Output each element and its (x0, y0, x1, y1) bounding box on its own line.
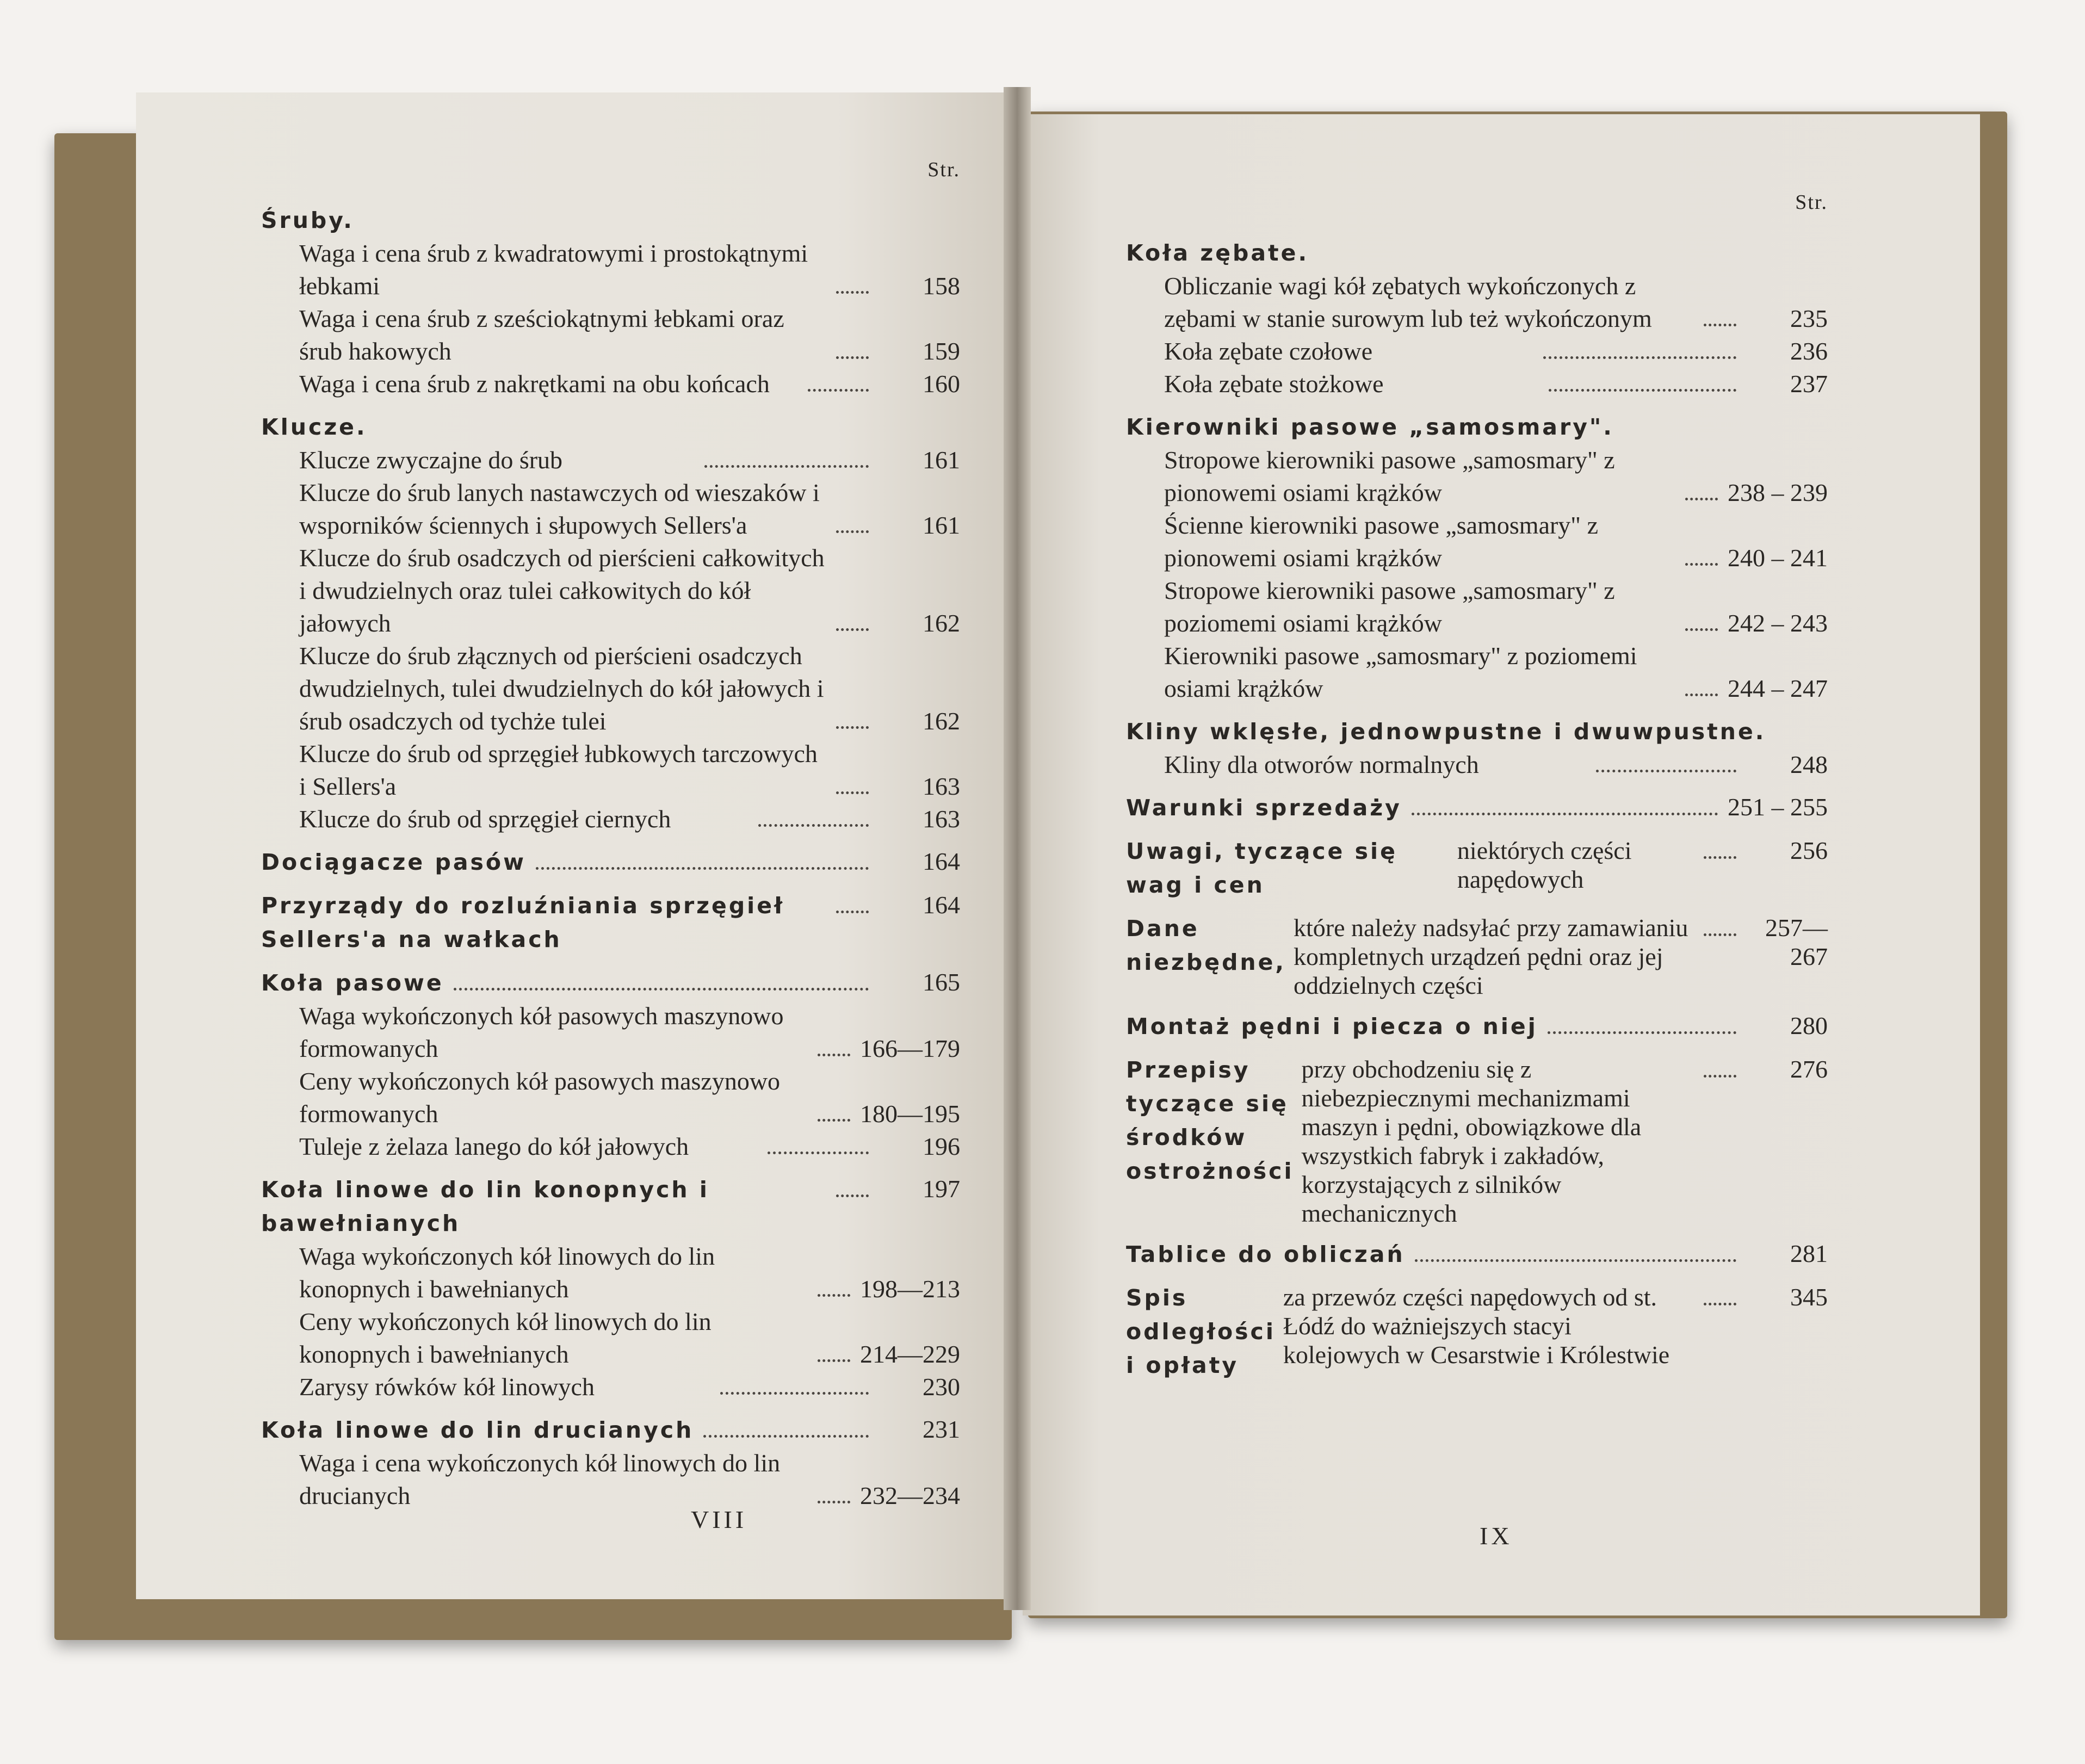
toc-section-heading-row (261, 845, 960, 879)
dot-leader (1685, 693, 1718, 696)
toc-section (261, 889, 960, 956)
toc-section (1126, 1010, 1828, 1043)
toc-page-number: 240 – 241 (1728, 544, 1828, 572)
toc-page-number: 214—229 (860, 1340, 960, 1368)
dot-leader (720, 1391, 869, 1395)
dot-leader (1704, 856, 1736, 859)
toc-entry-text: Waga wykończonych kół pasowych maszynowo formowanych (299, 1002, 784, 1062)
toc-section (1126, 912, 1828, 1000)
toc-page-number: 160 (923, 370, 961, 398)
toc-page-number: 158 (923, 272, 960, 300)
toc-entry-text: Kierowniki pasowe „samosmary" z poziomemi osiami krążków (1164, 642, 1637, 702)
toc-entry-text: Ceny wykończonych kół pasowych maszynowo formowanych (299, 1067, 781, 1128)
toc-section-heading-row (261, 203, 960, 237)
dot-leader (703, 1434, 869, 1438)
dot-leader (818, 1053, 850, 1056)
toc-entry (261, 803, 960, 835)
toc-section (1126, 236, 1828, 400)
toc-section-title: Dane niezbędne, (1126, 915, 1286, 975)
toc-section-title: Koła zębate. (1126, 240, 1309, 266)
toc-entry (1126, 509, 1828, 574)
toc-section-title: Warunki sprzedaży (1126, 795, 1402, 821)
toc-page-number: 196 (923, 1132, 961, 1160)
toc-entry (1126, 748, 1828, 781)
dot-leader (704, 465, 869, 468)
toc-page-number: 197 (923, 1175, 960, 1203)
toc-page-number: 235 (1790, 305, 1828, 332)
toc-entry (261, 368, 960, 400)
toc-entry-text: Klucze do śrub lanych nastawczych od wieszaków i wsporników ściennych i słupowych Sellers'a (299, 479, 820, 539)
toc-section (1126, 410, 1828, 705)
toc-section-heading-row (1126, 1053, 1828, 1228)
dot-leader (1685, 562, 1718, 566)
toc-page-number: 198—213 (860, 1275, 960, 1303)
toc-page-number: 248 (1790, 751, 1828, 778)
toc-section (261, 410, 960, 835)
toc-page-number: 232—234 (860, 1482, 960, 1509)
toc-entry (1126, 335, 1828, 368)
toc-list-left (261, 203, 960, 1512)
toc-entry (261, 1240, 960, 1305)
toc-section-heading-row (261, 966, 960, 1000)
toc-entry (261, 476, 960, 542)
dot-leader (1704, 1302, 1736, 1305)
toc-section (261, 203, 960, 400)
toc-section-title: Przepisy tyczące się środków ostrożności (1126, 1057, 1294, 1184)
dot-leader (1596, 769, 1736, 772)
left-page (136, 92, 1012, 1599)
toc-page-number: 230 (923, 1373, 961, 1401)
dot-leader (836, 726, 869, 729)
toc-section-heading-row (261, 1413, 960, 1447)
dot-leader (836, 628, 869, 631)
toc-entry-text: Koła zębate stożkowe (1164, 370, 1384, 398)
toc-entry (1126, 270, 1828, 335)
dot-leader (758, 824, 869, 827)
toc-entry (261, 1371, 960, 1403)
toc-page-number: 164 (923, 847, 960, 875)
toc-section-title: Kierowniki pasowe „samosmary". (1126, 414, 1614, 440)
toc-section (1126, 715, 1828, 781)
toc-page-number: 276 (1790, 1055, 1828, 1083)
toc-section-subtitle: które należy nadsyłać przy zamawianiu kompletnych urządzeń pędni oraz jej oddzielnych części (1293, 914, 1688, 999)
toc-section (261, 966, 960, 1163)
toc-page-number: 280 (1790, 1012, 1828, 1039)
toc-page-number: 256 (1790, 837, 1828, 864)
toc-entry-text: Obliczanie wagi kół zębatych wykończonych z zębami w stanie surowym lub też wykończonym (1164, 272, 1652, 332)
toc-page-number: 161 (923, 446, 960, 474)
toc-entry-text: Stropowe kierowniki pasowe „samosmary" z poziomemi osiami krążków (1164, 577, 1615, 637)
dot-leader (818, 1500, 850, 1503)
dot-leader (818, 1359, 850, 1362)
toc-page-number: 162 (923, 609, 960, 637)
toc-section-heading-row (1126, 912, 1828, 1000)
dot-leader (1548, 1031, 1736, 1034)
toc-entry (1126, 368, 1828, 400)
toc-page-number: 242 – 243 (1728, 609, 1828, 637)
toc-page-number: 244 – 247 (1728, 674, 1828, 702)
toc-entry-text: Kliny dla otworów normalnych (1164, 751, 1479, 778)
dot-leader (836, 910, 869, 913)
toc-section-title: Śruby. (261, 207, 354, 233)
toc-page-number: 281 (1790, 1240, 1828, 1267)
toc-page-number: 163 (923, 772, 960, 800)
toc-entry-text: Stropowe kierowniki pasowe „samosmary" z pionowemi osiami krążków (1164, 446, 1615, 506)
toc-entry-text: Waga i cena śrub z sześciokątnymi łebkami oraz śrub hakowych (299, 305, 784, 365)
toc-entry-text: Waga i cena śrub z kwadratowymi i prostokątnymi łebkami (299, 239, 808, 300)
toc-list-right (1126, 236, 1828, 1382)
toc-entry-text: Klucze zwyczajne do śrub (299, 446, 563, 474)
toc-page-number: 161 (923, 511, 960, 539)
dot-leader (836, 1194, 869, 1197)
toc-page-number: 159 (923, 337, 960, 365)
toc-entry (261, 302, 960, 368)
dot-leader (1704, 1074, 1736, 1078)
toc-page-number: 166—179 (860, 1035, 960, 1062)
toc-entry (261, 738, 960, 803)
toc-page-number: 237 (1790, 370, 1828, 398)
dot-leader (836, 530, 869, 533)
book-gutter (1004, 87, 1031, 1610)
toc-entry-text: Waga wykończonych kół linowych do lin konopnych i bawełnianych (299, 1242, 715, 1303)
page-column-header: Str. (1795, 191, 1828, 214)
toc-entry-text: Klucze do śrub osadczych od pierścieni całkowitych i dwudzielnych oraz tulei całkowitych do kół jałowych (299, 544, 825, 637)
toc-section-heading-row (1126, 834, 1828, 902)
toc-entry (261, 1000, 960, 1065)
dot-leader (536, 866, 869, 870)
dot-leader (1685, 497, 1718, 500)
toc-section-title: Przyrządy do rozluźniania sprzęgieł Sellers'a na wałkach (261, 893, 785, 952)
dot-leader (1415, 1259, 1736, 1262)
toc-section-title: Montaż pędni i piecza o niej (1126, 1013, 1538, 1039)
dot-leader (1685, 628, 1718, 631)
toc-section-subtitle: za przewóz części napędowych od st. Łódź do ważniejszych stacyi kolejowych w Cesarstwie i Królestwie (1283, 1283, 1670, 1369)
toc-entry-text: Klucze do śrub złącznych od pierścieni osadczych dwudzielnych, tulei dwudzielnych do kół jałowych i śrub osadczych od tychże tulei (299, 642, 824, 735)
toc-section-title: Spis odległości i opłaty (1126, 1285, 1276, 1378)
toc-section (1126, 791, 1828, 825)
toc-section (1126, 1053, 1828, 1228)
dot-leader (818, 1118, 850, 1122)
toc-entry-text: Koła zębate czołowe (1164, 337, 1373, 365)
dot-leader (1543, 356, 1736, 359)
toc-page-number: 164 (923, 891, 960, 919)
toc-entry (1126, 574, 1828, 640)
dot-leader (1412, 812, 1718, 815)
toc-section-heading-row (1126, 1010, 1828, 1043)
toc-entry-text: Waga i cena wykończonych kół linowych do lin drucianych (299, 1449, 781, 1509)
toc-section-heading-row (1126, 1237, 1828, 1271)
toc-page-number: 162 (923, 707, 960, 735)
dot-leader (836, 791, 869, 794)
toc-section (1126, 1281, 1828, 1382)
toc-page-number: 163 (923, 805, 961, 833)
page-column-header: Str. (927, 158, 960, 181)
dot-leader (1549, 388, 1736, 392)
toc-section-heading-row (261, 889, 960, 956)
toc-entry (261, 237, 960, 302)
toc-entry-text: Tuleje z żelaza lanego do kół jałowych (299, 1132, 689, 1160)
toc-section-heading-row (1126, 1281, 1828, 1382)
toc-section-title: Uwagi, tyczące się wag i cen (1126, 838, 1397, 898)
dot-leader (454, 987, 869, 991)
toc-section (261, 1413, 960, 1512)
toc-entry (261, 1130, 960, 1163)
dot-leader (768, 1151, 869, 1154)
toc-section-subtitle: przy obchodzeniu się z niebezpiecznymi mechanizmami maszyn i pędni, obowiązkowe dla wszystkich fabryk i zakładów, korzystających z silników mechanicznych (1301, 1055, 1642, 1227)
toc-entry-text: Klucze do śrub od sprzęgieł ciernych (299, 805, 671, 833)
right-page (1023, 114, 1980, 1616)
toc-entry (261, 444, 960, 476)
toc-section-heading-row (261, 1173, 960, 1240)
toc-page-number: 251 – 255 (1728, 793, 1828, 821)
toc-section-title: Tablice do obliczań (1126, 1241, 1405, 1267)
toc-page-number: 257—267 (1765, 914, 1828, 970)
toc-section (1126, 834, 1828, 902)
toc-page-number: 231 (923, 1415, 960, 1443)
toc-entry-text: Waga i cena śrub z nakrętkami na obu końcach (299, 370, 770, 398)
toc-section-subtitle: niektórych części napędowych (1457, 837, 1632, 893)
toc-entry-text: Klucze do śrub od sprzęgieł łubkowych tarczowych i Sellers'a (299, 740, 818, 800)
toc-section-title: Koła linowe do lin drucianych (261, 1417, 694, 1443)
toc-entry-text: Zarysy rówków kół linowych (299, 1373, 595, 1401)
toc-section-heading-row (1126, 715, 1828, 748)
toc-section (1126, 1237, 1828, 1271)
toc-section-title: Kliny wklęsłe, jednowpustne i dwuwpustne. (1126, 719, 1766, 745)
toc-section-heading-row (1126, 236, 1828, 270)
toc-section (261, 1173, 960, 1403)
toc-section-title: Koła linowe do lin konopnych i bawełnianych (261, 1177, 709, 1236)
toc-entry (1126, 444, 1828, 509)
toc-entry (261, 542, 960, 640)
toc-page-number: 345 (1790, 1283, 1828, 1311)
dot-leader (1704, 323, 1736, 326)
toc-entry-text: Ceny wykończonych kół linowych do lin konopnych i bawełnianych (299, 1308, 712, 1368)
toc-entry-text: Ścienne kierowniki pasowe „samosmary" z pionowemi osiami krążków (1164, 511, 1598, 572)
toc-section-title: Klucze. (261, 414, 367, 440)
page-number-folio: VIII (691, 1506, 747, 1533)
toc-entry (261, 1447, 960, 1512)
toc-entry (261, 640, 960, 738)
toc-section (261, 845, 960, 879)
toc-section-title: Koła pasowe (261, 970, 444, 996)
dot-leader (808, 388, 869, 392)
toc-section-heading-row (1126, 791, 1828, 825)
page-number-folio: IX (1480, 1522, 1513, 1550)
toc-section-heading-row (1126, 410, 1828, 444)
toc-section-title: Dociągacze pasów (261, 849, 526, 875)
dot-leader (818, 1293, 850, 1297)
toc-entry (261, 1305, 960, 1371)
toc-page-number: 238 – 239 (1728, 479, 1828, 506)
toc-page-number: 165 (923, 968, 960, 996)
toc-section-heading-row (261, 410, 960, 444)
dot-leader (1704, 933, 1736, 936)
toc-entry (1126, 640, 1828, 705)
dot-leader (836, 290, 869, 294)
toc-entry (261, 1065, 960, 1130)
toc-page-number: 180—195 (860, 1100, 960, 1128)
toc-page-number: 236 (1790, 337, 1828, 365)
dot-leader (836, 356, 869, 359)
